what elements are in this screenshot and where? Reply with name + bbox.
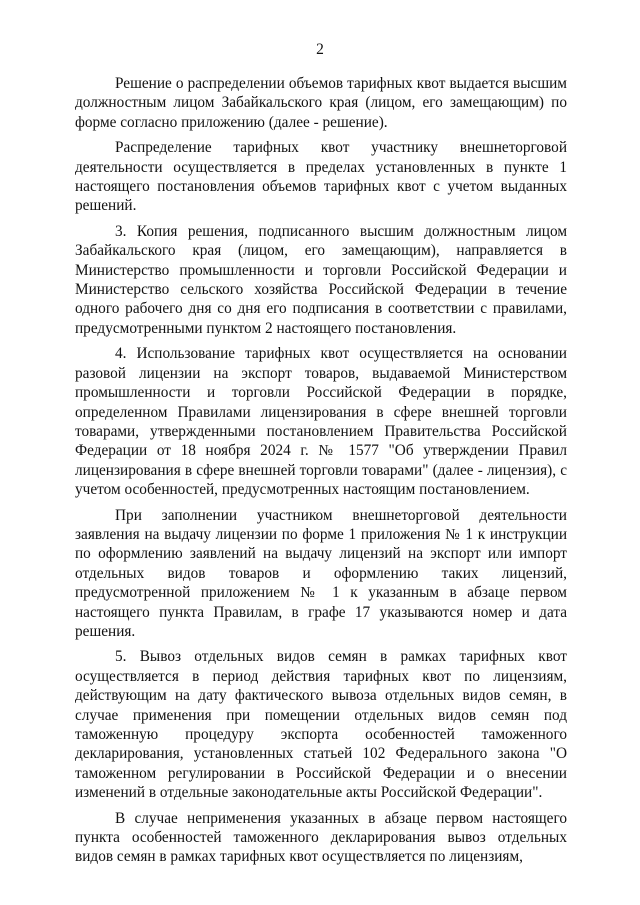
paragraph-quota-distribution: Распределение тарифных квот участнику внешнеторговой деятельности осуществляется в пределах установленных в пункте 1 настоящего постановления объемов тарифных квот с учетом выданных решений. (75, 139, 567, 215)
paragraph-non-application: В случае неприменения указанных в абзаце первом настоящего пункта особенностей таможенного декларирования вывоз отдельных видов семян в рамках тарифных квот осуществляется по лицензиям, (75, 809, 567, 866)
page-number: 2 (316, 41, 324, 58)
document-body (75, 74, 567, 873)
paragraph-item-4: 4. Использование тарифных квот осуществляется на основании разовой лицензии на экспорт товаров, выдаваемой Министерством промышленности и торговли Российской Федерации в порядке, определенном Правилами лицензирования в сфере внешней торговли товарами, утвержденными постановлением Правительства Российской Федерации от 18 ноября 2024 г. № 1577 "Об утверждении Правил лицензирования в сфере внешней торговли товарами" (далее - лицензия), с учетом особенностей, предусмотренных настоящим постановлением. (75, 345, 567, 499)
paragraph-decision-form: Решение о распределении объемов тарифных квот выдается высшим должностным лицом Забайкальского края (лицом, его замещающим) по форме согласно приложению (далее - решение). (75, 75, 567, 131)
paragraph-item-3: 3. Копия решения, подписанного высшим должностным лицом Забайкальского края (лицом, его замещающим), направляется в Министерство промышленности и торговли Российской Федерации и Министерство сельского хозяйства Российской Федерации в течение одного рабочего дня со дня его подписания в соответствии с правилами, предусмотренными пунктом 2 настоящего постановления. (75, 222, 567, 337)
paragraph-license-application: При заполнении участником внешнеторговой деятельности заявления на выдачу лицензии по форме 1 приложения № 1 к инструкции по оформлению заявлений на выдачу лицензий на экспорт или импорт отдельных видов товаров и оформлению таких лицензий, предусмотренной приложением № 1 к указанным в абзаце первом настоящего пункта Правилам, в графе 17 указываются номер и дата решения. (75, 506, 567, 640)
paragraph-item-5: 5. Вывоз отдельных видов семян в рамках тарифных квот осуществляется в период действия тарифных квот по лицензиям, действующим на дату фактического вывоза отдельных видов семян, в случае применения при помещении отдельных видов семян под таможенную процедуру экспорта особенностей таможенного декларирования, установленных статьей 102 Федерального закона "О таможенном регулировании в Российской Федерации и о внесении изменений в отдельные законодательные акты Российской Федерации". (75, 648, 567, 802)
